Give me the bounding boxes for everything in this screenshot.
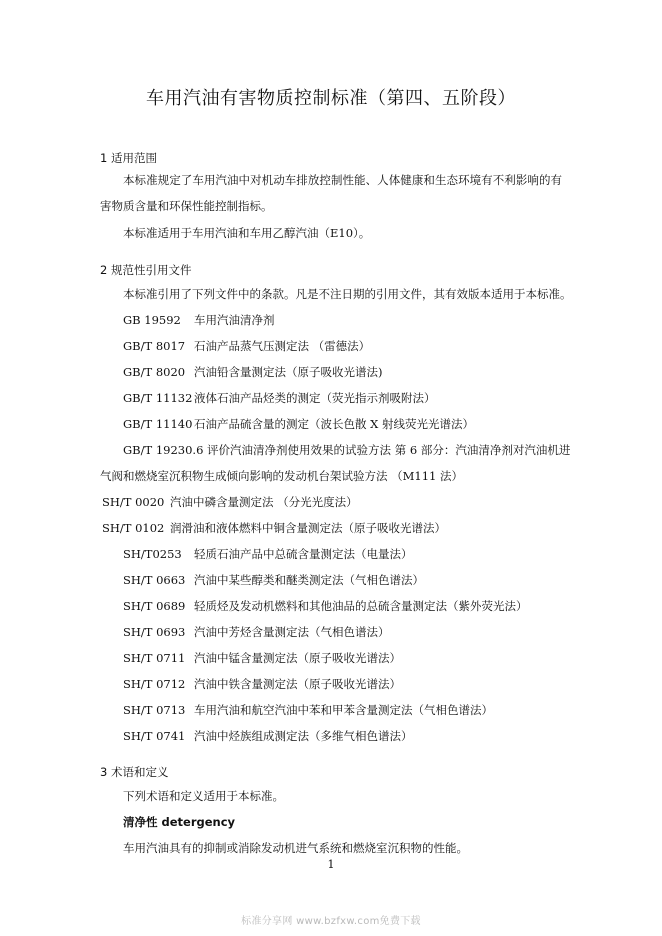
section-1-paragraph-1: 本标准规定了车用汽油中对机动车排放控制性能、人体健康和生态环境有不利影响的有害物质含量和环保性能控制指标。 <box>100 173 562 213</box>
watermark: 标准分享网 www.bzfxw.com免费下载 <box>241 916 421 927</box>
reference-code: SH/T 0741 <box>123 729 186 743</box>
reference-title: 汽油中磷含量测定法 （分光光度法） <box>170 495 358 509</box>
section-2-heading: 2 规范性引用文件 <box>100 263 192 277</box>
section-3-intro: 下列术语和定义适用于本标准。 <box>123 789 284 803</box>
reference-code: SH/T 0689 <box>123 599 186 613</box>
reference-item <box>102 520 446 536</box>
reference-code: SH/T 0102 <box>102 521 165 535</box>
term-detergency: 清净性 detergency <box>123 815 236 829</box>
reference-code: GB/T 11140 <box>123 417 193 431</box>
reference-item <box>123 676 401 692</box>
reference-code: SH/T 0663 <box>123 573 186 587</box>
reference-item <box>123 364 383 380</box>
reference-code: SH/T 0711 <box>123 651 186 665</box>
reference-item <box>123 572 424 588</box>
reference-title: 石油产品蒸气压测定法 （雷德法） <box>194 339 371 353</box>
reference-item <box>123 390 436 406</box>
section-2-intro: 本标准引用了下列文件中的条款。凡是不注日期的引用文件，其有效版本适用于本标准。 <box>123 287 572 301</box>
reference-title: 汽油中锰含量测定法（原子吸收光谱法） <box>194 651 401 665</box>
reference-code: SH/T 0020 <box>102 495 165 509</box>
reference-item <box>123 598 528 614</box>
reference-item <box>123 650 401 666</box>
reference-code: GB/T 8020 <box>123 365 186 379</box>
reference-item <box>123 312 275 328</box>
reference-item <box>123 416 474 432</box>
reference-code: SH/T 0712 <box>123 677 186 691</box>
section-1-paragraph-2: 本标准适用于车用汽油和车用乙醇汽油（E10）。 <box>123 226 371 240</box>
reference-title: 润滑油和液体燃料中铜含量测定法（原子吸收光谱法） <box>170 521 446 535</box>
reference-title: 石油产品硫含量的测定（波长色散 X 射线荧光光谱法） <box>194 417 474 431</box>
reference-item <box>102 494 358 510</box>
long-reference-line-2: 气阀和燃烧室沉积物生成倾向影响的发动机台架试验方法 （M111 法） <box>100 469 464 483</box>
document-title: 车用汽油有害物质控制标准（第四、五阶段） <box>146 88 516 109</box>
page-number: 1 <box>327 858 335 871</box>
section-3-heading: 3 术语和定义 <box>100 765 169 779</box>
reference-title: 轻质烃及发动机燃料和其他油品的总硫含量测定法（紫外荧光法） <box>194 599 528 613</box>
reference-title: 汽油中烃族组成测定法（多维气相色谱法） <box>194 729 413 743</box>
reference-item <box>123 728 413 744</box>
reference-title: 汽油中芳烃含量测定法（气相色谱法） <box>194 625 390 639</box>
section-1-heading: 1 适用范围 <box>100 151 157 165</box>
long-reference-line-1: GB/T 19230.6 评价汽油清净剂使用效果的试验方法 第 6 部分：汽油清净剂对汽油机进 <box>123 443 571 457</box>
reference-title: 车用汽油清净剂 <box>194 313 275 327</box>
reference-code: SH/T 0713 <box>123 703 186 717</box>
reference-title: 液体石油产品烃类的测定（荧光指示剂吸附法） <box>194 391 436 405</box>
reference-item <box>123 702 493 718</box>
reference-code: SH/T0253 <box>123 547 182 561</box>
reference-title: 轻质石油产品中总硫含量测定法（电量法） <box>194 547 413 561</box>
reference-code: SH/T 0693 <box>123 625 186 639</box>
reference-title: 车用汽油和航空汽油中苯和甲苯含量测定法（气相色谱法） <box>194 703 493 717</box>
term-definition: 车用汽油具有的抑制或消除发动机进气系统和燃烧室沉积物的性能。 <box>123 841 468 855</box>
reference-code: GB/T 8017 <box>123 339 186 353</box>
reference-title: 汽油中铁含量测定法（原子吸收光谱法） <box>194 677 401 691</box>
reference-item <box>123 624 390 640</box>
reference-item <box>123 338 370 354</box>
reference-title: 汽油中某些醇类和醚类测定法（气相色谱法） <box>194 573 424 587</box>
reference-code: GB/T 11132 <box>123 391 193 405</box>
reference-code: GB 19592 <box>123 313 181 327</box>
reference-title: 汽油铅含量测定法（原子吸收光谱法) <box>194 365 383 379</box>
reference-item <box>123 546 413 562</box>
